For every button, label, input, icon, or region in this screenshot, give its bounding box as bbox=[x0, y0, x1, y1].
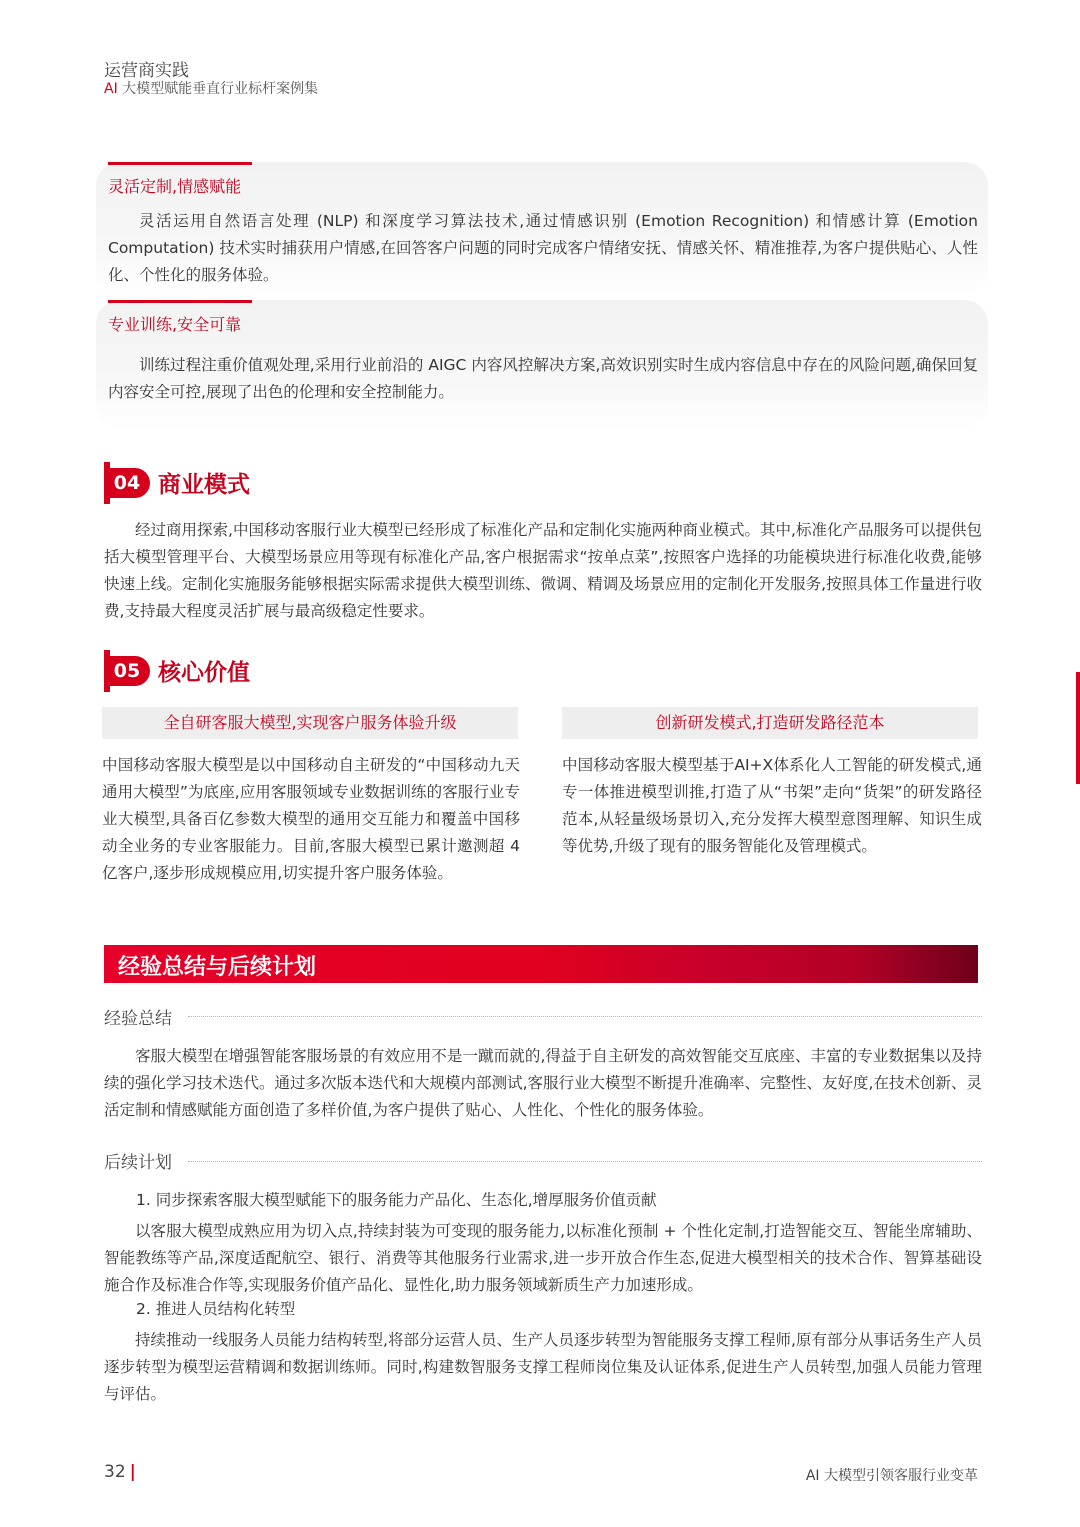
header-subtitle bbox=[104, 78, 318, 98]
experience-body: 客服大模型在增强智能客服场景的有效应用不是一蹴而就的,得益于自主研发的高效智能交互底座、丰富的专业数据集以及持续的强化学习技术迭代。通过多次版本迭代和大规模内部测试,客服行业大模型不断提升准确率、完整性、友好度,在技术创新、灵活定制和情感赋能方面创造了多样价值,为客户提供了贴心、人性化、个性化的服务体验。 bbox=[104, 1047, 982, 1119]
plan-item-2-title: 2. 推进人员结构化转型 bbox=[136, 1300, 296, 1318]
side-accent-mark bbox=[1076, 672, 1080, 784]
section-number-badge: 05 bbox=[104, 656, 150, 686]
section-04-body: 经过商用探索,中国移动客服行业大模型已经形成了标准化产品和定制化实施两种商业模式。其中,标准化产品服务可以提供包括大模型管理平台、大模型场景应用等现有标准化产品,客户根据需求“按单点菜”,按照客户选择的功能模块进行标准化收费,能够快速上线。定制化实施服务能够根据实际需求提供大模型训练、微调、精调及场景应用的定制化开发服务,按照具体工作量进行收费,支持最大程度灵活扩展与最高级稳定性要求。 bbox=[104, 521, 982, 620]
card-title: 灵活定制,情感赋能 bbox=[108, 177, 242, 196]
card-body: 灵活运用自然语言处理 (NLP) 和深度学习算法技术,通过情感识别 (Emotion Recognition) 和情感计算 (Emotion Computation) 技术实时捕获用户情感,在回答客户问题的同时完成客户情绪安抚、情感关怀、精准推荐,为客户提供贴心、人性化、个性化的服务体验。 bbox=[108, 212, 978, 284]
footer-title: AI 大模型引领客服行业变革 bbox=[805, 1468, 978, 1484]
feature-card-training bbox=[96, 300, 988, 430]
page-number-value: 32 bbox=[104, 1462, 126, 1482]
summary-banner bbox=[104, 945, 978, 983]
card-title: 专业训练,安全可靠 bbox=[108, 315, 242, 334]
header-subtitle-prefix: AI bbox=[104, 81, 118, 97]
experience-heading: 经验总结 bbox=[104, 1009, 172, 1029]
section-title: 商业模式 bbox=[158, 472, 250, 498]
value-column-heading-right: 创新研发模式,打造研发路径范本 bbox=[562, 707, 978, 739]
value-column-body-right: 中国移动客服大模型基于AI+X体系化人工智能的研发模式,通专一体推进模型训推,打造了从“书架”走向“货架”的研发路径范本,从轻量级场景切入,充分发挥大模型意图理解、知识生成等优势,升级了现有的服务智能化及管理模式。 bbox=[562, 756, 982, 855]
header-title: 运营商实践 bbox=[104, 61, 189, 81]
feature-card-flexible bbox=[96, 162, 988, 296]
dotted-divider bbox=[188, 1161, 982, 1162]
section-title: 核心价值 bbox=[158, 660, 250, 686]
value-column-body-left: 中国移动客服大模型是以中国移动自主研发的“中国移动九天通用大模型”为底座,应用客服领域专业数据训练的客服行业专业大模型,具备百亿参数大模型的通用交互能力和覆盖中国移动全业务的专业客服能力。目前,客服大模型已累计邀测超 4 亿客户,逐步形成规模应用,切实提升客户服务体验。 bbox=[102, 756, 520, 882]
plan-item-1-body: 以客服大模型成熟应用为切入点,持续封装为可变现的服务能力,以标准化预制 + 个性化定制,打造智能交互、智能坐席辅助、智能教练等产品,深度适配航空、银行、消费等其他服务行业需求,进一步开放合作生态,促进大模型相关的技术合作、智算基础设施合作及标准合作等,实现服务价值产品化、显性化,助力服务领域新质生产力加速形成。 bbox=[104, 1222, 982, 1294]
section-number-badge: 04 bbox=[104, 468, 150, 498]
dotted-divider bbox=[188, 1016, 982, 1017]
value-column-heading-left: 全自研客服大模型,实现客户服务体验升级 bbox=[102, 707, 518, 739]
header-subtitle-rest: 大模型赋能垂直行业标杆案例集 bbox=[117, 81, 319, 97]
plan-item-2-body: 持续推动一线服务人员能力结构转型,将部分运营人员、生产人员逐步转型为智能服务支撑工程师,原有部分从事话务生产人员逐步转型为模型运营精调和数据训练师。同时,构建数智服务支撑工程师岗位集及认证体系,促进生产人员转型,加强人员能力管理与评估。 bbox=[104, 1331, 982, 1403]
card-accent-bar bbox=[108, 300, 252, 303]
page-number bbox=[104, 1462, 136, 1482]
page-number-separator: | bbox=[129, 1462, 136, 1482]
card-body: 训练过程注重价值观处理,采用行业前沿的 AIGC 内容风控解决方案,高效识别实时生成内容信息中存在的风险问题,确保回复内容安全可控,展现了出色的伦理和安全控制能力。 bbox=[108, 356, 978, 401]
summary-banner-title: 经验总结与后续计划 bbox=[118, 955, 317, 980]
plan-item-1-title: 1. 同步探索客服大模型赋能下的服务能力产品化、生态化,增厚服务价值贡献 bbox=[136, 1191, 657, 1209]
plan-heading: 后续计划 bbox=[104, 1153, 172, 1173]
card-accent-bar bbox=[108, 162, 252, 165]
